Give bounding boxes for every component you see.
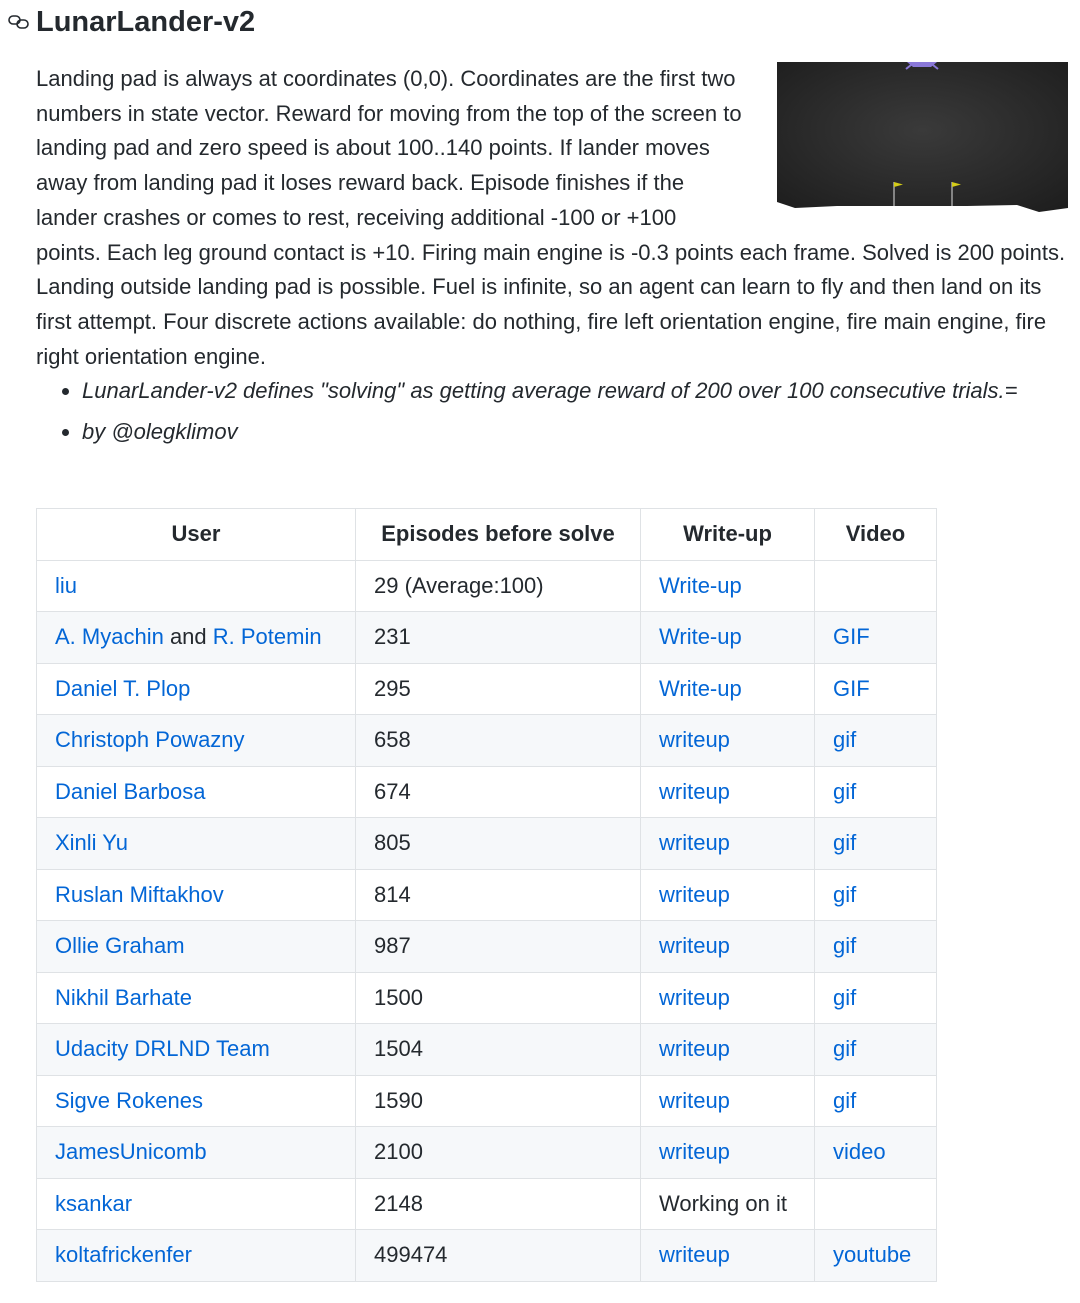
user-link[interactable]: R. Potemin — [212, 624, 322, 650]
cell-episodes: 295 — [356, 663, 641, 715]
user-link[interactable]: Sigve Rokenes — [55, 1087, 203, 1113]
user-link[interactable]: A. Myachin — [55, 624, 164, 650]
cell-video — [815, 715, 937, 767]
video-link[interactable]: gif — [833, 778, 857, 804]
cell-user — [37, 1127, 356, 1179]
writeup-link[interactable]: writeup — [659, 1087, 730, 1113]
cell-video — [815, 1075, 937, 1127]
section-heading — [6, 4, 255, 40]
writeup-status: Working on it — [659, 1190, 787, 1216]
writeup-link[interactable]: writeup — [659, 830, 730, 856]
user-link[interactable]: ksankar — [55, 1190, 133, 1216]
cell-user — [37, 612, 356, 664]
cell-writeup — [641, 715, 815, 767]
writeup-link[interactable]: writeup — [659, 881, 730, 907]
cell-episodes: 814 — [356, 869, 641, 921]
writeup-link[interactable]: Write-up — [659, 572, 742, 598]
writeup-link[interactable]: writeup — [659, 1242, 730, 1268]
user-link[interactable]: liu — [55, 572, 78, 598]
cell-video — [815, 766, 937, 818]
video-link[interactable]: gif — [833, 1087, 857, 1113]
cell-episodes: 499474 — [356, 1230, 641, 1282]
cell-user — [37, 715, 356, 767]
cell-episodes: 805 — [356, 818, 641, 870]
cell-writeup — [641, 766, 815, 818]
user-link[interactable]: Christoph Powazny — [55, 727, 245, 753]
video-link[interactable]: gif — [833, 933, 857, 959]
table-row — [37, 1075, 937, 1127]
cell-user — [37, 1178, 356, 1230]
user-link[interactable]: Xinli Yu — [55, 830, 128, 856]
video-link[interactable]: GIF — [833, 675, 870, 701]
cell-video — [815, 972, 937, 1024]
sky-background — [777, 62, 1068, 214]
lunar-lander-scene — [777, 62, 1068, 214]
user-link[interactable]: Udacity DRLND Team — [55, 1036, 270, 1062]
cell-video — [815, 663, 937, 715]
cell-writeup — [641, 1127, 815, 1179]
cell-user — [37, 1024, 356, 1076]
video-link[interactable]: gif — [833, 1036, 857, 1062]
writeup-link[interactable]: writeup — [659, 1139, 730, 1165]
leaderboard-table — [36, 508, 937, 1282]
table-row — [37, 1024, 937, 1076]
cell-video — [815, 1178, 937, 1230]
cell-user — [37, 1075, 356, 1127]
user-link[interactable]: Daniel Barbosa — [55, 778, 206, 804]
cell-writeup — [641, 560, 815, 612]
table-row — [37, 818, 937, 870]
video-link[interactable]: GIF — [833, 624, 870, 650]
video-link[interactable]: gif — [833, 984, 857, 1010]
cell-video — [815, 1024, 937, 1076]
cell-writeup — [641, 1024, 815, 1076]
cell-writeup — [641, 663, 815, 715]
cell-video — [815, 921, 937, 973]
cell-episodes: 2100 — [356, 1127, 641, 1179]
writeup-link[interactable]: Write-up — [659, 624, 742, 650]
writeup-link[interactable]: writeup — [659, 933, 730, 959]
writeup-link[interactable]: writeup — [659, 727, 730, 753]
cell-video — [815, 818, 937, 870]
writeup-link[interactable]: Write-up — [659, 675, 742, 701]
cell-writeup — [641, 818, 815, 870]
description-section — [36, 62, 1068, 456]
writeup-link[interactable]: writeup — [659, 1036, 730, 1062]
cell-writeup — [641, 1075, 815, 1127]
user-text: and — [163, 624, 213, 650]
cell-writeup — [641, 1230, 815, 1282]
cell-writeup — [641, 869, 815, 921]
cell-writeup — [641, 1178, 815, 1230]
cell-episodes: 29 (Average:100) — [356, 560, 641, 612]
column-header-user: User — [37, 509, 356, 561]
cell-writeup — [641, 612, 815, 664]
user-link[interactable]: JamesUnicomb — [55, 1139, 207, 1165]
cell-video — [815, 612, 937, 664]
page-title: LunarLander-v2 — [36, 6, 256, 38]
table-row — [37, 869, 937, 921]
cell-video — [815, 869, 937, 921]
user-link[interactable]: Ruslan Miftakhov — [55, 881, 224, 907]
video-link[interactable]: gif — [833, 830, 857, 856]
cell-user — [37, 869, 356, 921]
cell-episodes: 1500 — [356, 972, 641, 1024]
user-link[interactable]: Nikhil Barhate — [55, 984, 192, 1010]
cell-user — [37, 663, 356, 715]
table-header-row — [37, 509, 937, 561]
table-row — [37, 766, 937, 818]
video-link[interactable]: video — [833, 1139, 886, 1165]
video-link[interactable]: gif — [833, 881, 857, 907]
user-link[interactable]: Ollie Graham — [55, 933, 185, 959]
table-row — [37, 972, 937, 1024]
column-header-episodes: Episodes before solve — [356, 509, 641, 561]
cell-episodes: 2148 — [356, 1178, 641, 1230]
cell-user — [37, 1230, 356, 1282]
table-row — [37, 663, 937, 715]
cell-user — [37, 921, 356, 973]
user-link[interactable]: Daniel T. Plop — [55, 675, 191, 701]
description-text: Landing pad is always at coordinates (0,0). Coordinates are the first two numbers in state vector. Reward for moving from the top of the screen to landing pad and zero speed is about 100..140 points. If lander moves away from landing pad it loses reward back. Episode finishes if the lander crashes or comes to rest, receiving additional -100 or +100 points. Each leg ground contact is +10. Firing main engine is -0.3 points each frame. Solved is 200 points. Landing outside landing pad is possible. Fuel is infinite, so an agent can learn to fly and then land on its first attempt. Four discrete actions available: do nothing, fire left orientation engine, fire main engine, fire right orientation engine. — [36, 66, 1066, 369]
cell-episodes: 674 — [356, 766, 641, 818]
cell-user — [37, 560, 356, 612]
column-header-writeup: Write-up — [641, 509, 815, 561]
cell-episodes: 1590 — [356, 1075, 641, 1127]
table-row — [37, 1178, 937, 1230]
cell-writeup — [641, 972, 815, 1024]
table-row — [37, 715, 937, 767]
writeup-link[interactable]: writeup — [659, 778, 730, 804]
cell-episodes: 231 — [356, 612, 641, 664]
table-row — [37, 1127, 937, 1179]
cell-episodes: 658 — [356, 715, 641, 767]
cell-user — [37, 766, 356, 818]
notes-list — [36, 374, 1068, 449]
video-link[interactable]: youtube — [833, 1242, 912, 1268]
cell-writeup — [641, 921, 815, 973]
video-link[interactable]: gif — [833, 727, 857, 753]
writeup-link[interactable]: writeup — [659, 984, 730, 1010]
cell-episodes: 1504 — [356, 1024, 641, 1076]
table-body — [37, 560, 937, 1281]
list-item: • LunarLander-v2 defines "solving" as getting average reward of 200 over 100 consecutive trials.= — [82, 374, 1068, 409]
table-row — [37, 1230, 937, 1282]
column-header-video: Video — [815, 509, 937, 561]
cell-episodes: 987 — [356, 921, 641, 973]
cell-video — [815, 1127, 937, 1179]
table-row — [37, 921, 937, 973]
cell-video — [815, 560, 937, 612]
table-row — [37, 560, 937, 612]
user-link[interactable]: koltafrickenfer — [55, 1242, 192, 1268]
cell-user — [37, 972, 356, 1024]
table-row — [37, 612, 937, 664]
link-icon[interactable] — [6, 11, 32, 33]
cell-video — [815, 1230, 937, 1282]
list-item: • by @olegklimov — [82, 415, 1068, 450]
cell-user — [37, 818, 356, 870]
